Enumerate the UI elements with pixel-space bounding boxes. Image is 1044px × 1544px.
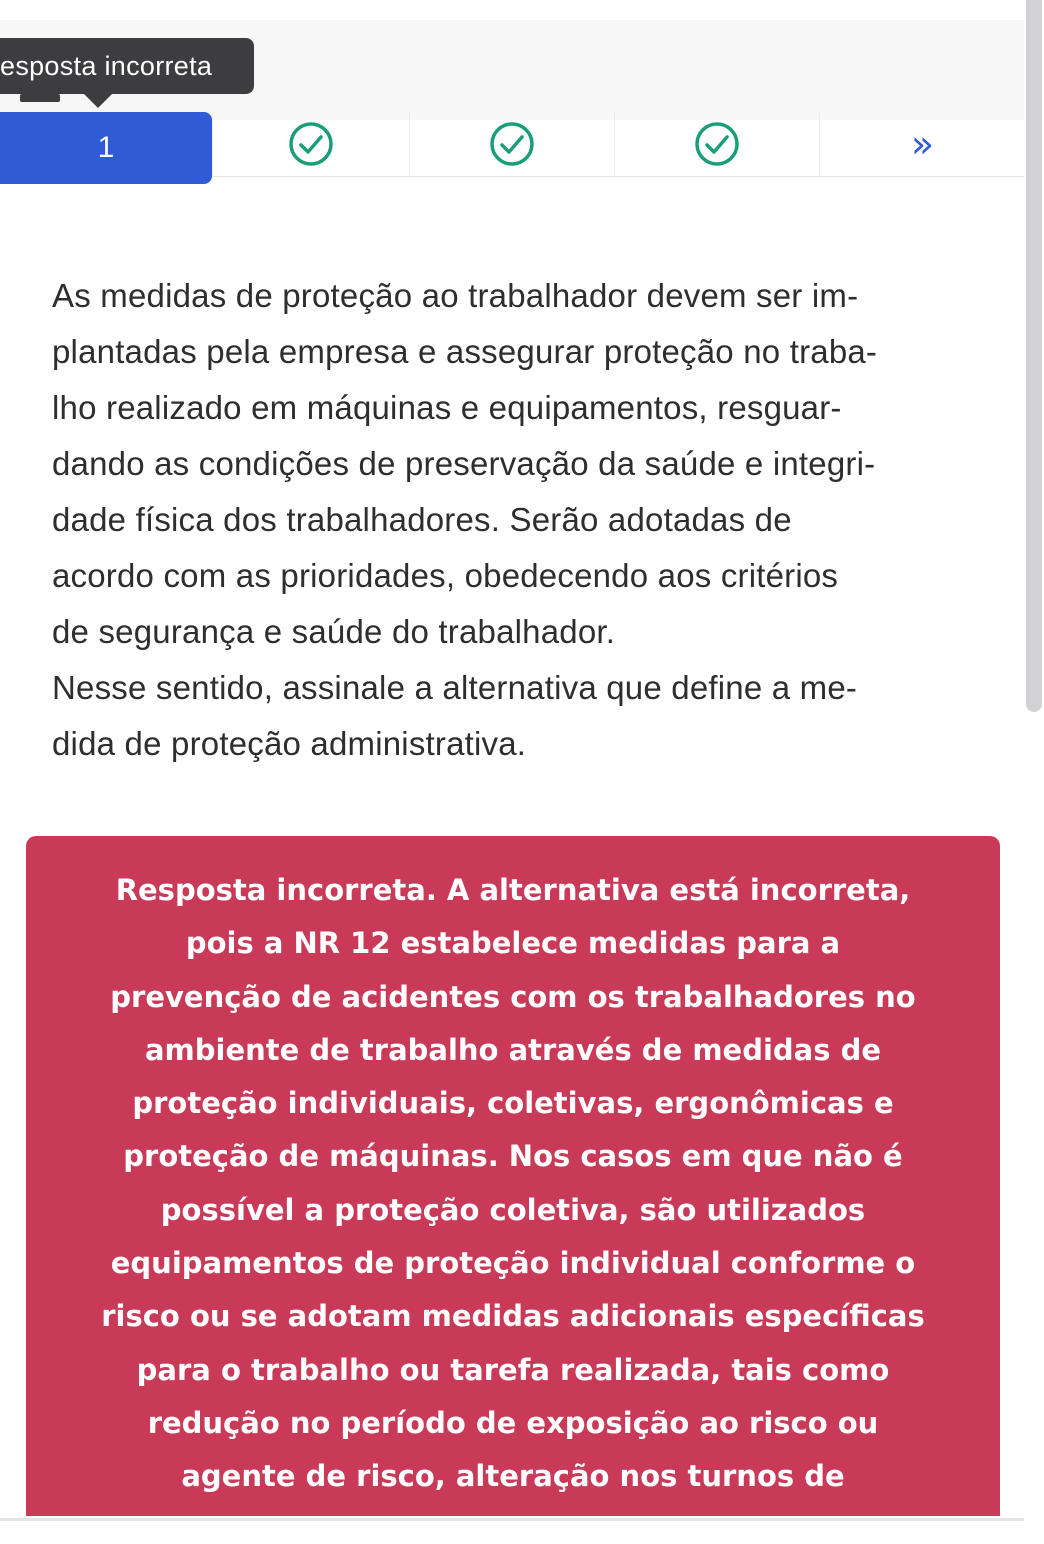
- chevron-double-right-icon: »: [910, 122, 935, 166]
- tooltip-arrow: [84, 94, 112, 108]
- question-tab-3[interactable]: [409, 112, 614, 176]
- question-line: lho realizado em máquinas e equipamentos, resguar-: [52, 389, 842, 426]
- tooltip-underlay: [20, 94, 60, 102]
- tooltip-text: esposta incorreta: [0, 51, 213, 81]
- question-navigation: [0, 112, 1024, 177]
- check-circle-icon: [488, 120, 536, 168]
- question-line: acordo com as prioridades, obedecendo aos critérios: [52, 557, 839, 594]
- bottom-divider: [0, 1518, 1044, 1544]
- question-line: plantadas pela empresa e assegurar proteção no traba-: [52, 333, 878, 370]
- feedback-text: Resposta incorreta. A alternativa está incorreta, pois a NR 12 estabelece medidas para a prevenção de acidentes com os trabalhadores no ambiente de trabalho através de medidas de proteção individuais, coletivas, ergonômicas e proteção de máquinas. Nos casos em que não é possível a proteção coletiva, são utilizados equipamentos de proteção individual conforme o risco ou se adotam medidas adicionais específicas para o trabalho ou tarefa realizada, tais como redução no período de exposição ao risco ou agente de risco, alteração nos turnos de: [101, 873, 925, 1494]
- next-questions-button[interactable]: [819, 112, 1025, 176]
- question-line: dade física dos trabalhadores. Serão adotadas de: [52, 501, 792, 538]
- check-circle-icon: [287, 120, 335, 168]
- question-text: [52, 268, 972, 772]
- tooltip: [0, 38, 254, 94]
- question-line: dida de proteção administrativa.: [52, 725, 527, 762]
- question-tab-label: 1: [97, 131, 115, 164]
- check-circle-icon: [693, 120, 741, 168]
- question-tab-4[interactable]: [614, 112, 819, 176]
- scrollbar-thumb[interactable]: [1026, 0, 1042, 712]
- feedback-box-incorrect: [26, 836, 1000, 1516]
- question-line: As medidas de proteção ao trabalhador devem ser im-: [52, 277, 859, 314]
- question-line: de segurança e saúde do trabalhador.: [52, 613, 616, 650]
- question-line: dando as condições de preservação da saúde e integri-: [52, 445, 876, 482]
- scrollbar-track[interactable]: [1024, 0, 1044, 1541]
- question-line: Nesse sentido, assinale a alternativa que define a me-: [52, 669, 858, 706]
- question-tab-1[interactable]: [0, 112, 212, 184]
- question-tab-2[interactable]: [212, 112, 409, 176]
